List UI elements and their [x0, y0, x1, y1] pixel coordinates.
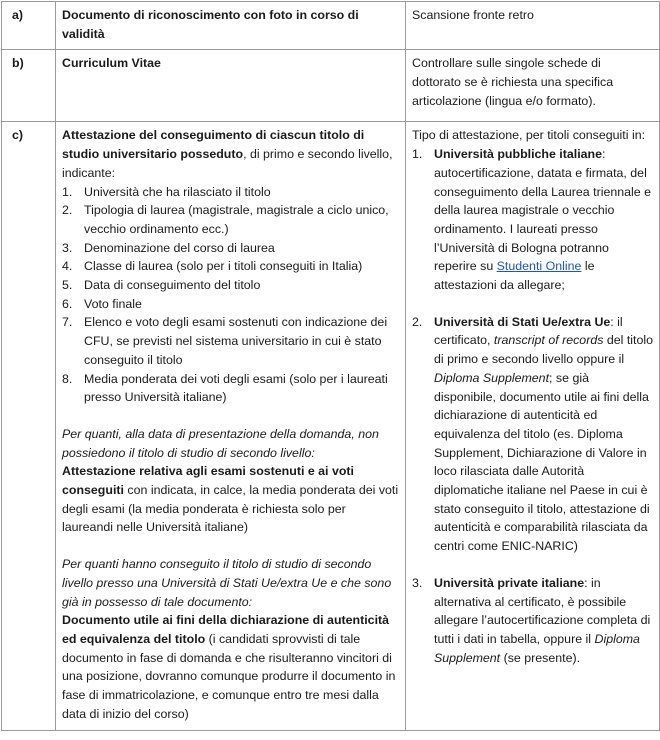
- list-item: [412, 313, 653, 556]
- list-item: [62, 370, 399, 407]
- list-item-text: Tipologia di laurea (magistrale, magistrale a ciclo unico, vecchio ordinamento ecc.): [84, 203, 389, 236]
- list-item: [62, 201, 399, 238]
- list-item: [62, 257, 399, 276]
- list-item-title: Università di Stati Ue/extra Ue: [434, 314, 611, 329]
- list-item-text: del titolo di primo e secondo livello oppure il: [434, 333, 654, 367]
- row-content: [56, 122, 406, 730]
- foreign-requirement-text: (i candidati sprovvisti di tale documento in fase di domanda e che risulteranno vincitori di una posizione, dovranno comunque produrre il documento in fase di immatricolazione, e comunque entro tre mesi dalla data di inizio del corso): [62, 631, 396, 721]
- attestation-type-list: [412, 145, 653, 667]
- studenti-online-link[interactable]: Studenti Online: [496, 259, 582, 274]
- list-item-number: 6.: [62, 296, 73, 311]
- attestation-title-rest: , di primo e secondo livello, indicante:: [62, 147, 393, 180]
- row-note: Scansione fronte retro: [406, 2, 660, 50]
- undergraduate-condition: Per quanti, alla data di presentazione della domanda, non possiedono il titolo di studio di secondo livello:: [62, 426, 379, 460]
- list-item-title: Università pubbliche italiane: [434, 147, 603, 162]
- list-item-number: 8.: [62, 371, 73, 386]
- list-item-text: Media ponderata dei voti degli esami (solo per i laureati presso Università italiane): [84, 371, 388, 405]
- row-label: c): [2, 122, 56, 730]
- attestation-title: Attestazione del conseguimento di ciascun titolo di studio universitario posseduto: [62, 128, 365, 162]
- requirements-list: [62, 183, 399, 407]
- list-item-text: Denominazione del corso di laurea: [84, 240, 275, 255]
- list-item: [62, 276, 399, 295]
- list-item-italic: Diploma Supplement: [434, 631, 640, 665]
- table-row: [2, 2, 660, 50]
- foreign-condition: Per quanti hanno conseguito il titolo di studio di secondo livello presso una Università di Stati Ue/extra Ue e che sono già in possesso di tale documento:: [62, 557, 392, 609]
- row-note: [406, 122, 660, 730]
- list-item: [62, 313, 399, 369]
- list-item-title: Università private italiane: [434, 575, 585, 590]
- list-item-text: ; se già disponibile, documento utile ai fini della dichiarazione di autenticità ed equivalenza del titolo (es. Diploma Supplement, Dichiarazione di Valore in loco rilasciata dalle Autorità diplomatiche italiane nel Paese in cui è stato conseguito il titolo, attestazione di autenticità e comparabilità rilasciata da centri come ENIC-NARIC): [434, 370, 650, 554]
- row-note: Controllare sulle singole schede di dottorato se è richiesta una specifica articolazione (lingua e/o formato).: [406, 50, 660, 122]
- list-item-text: Università che ha rilasciato il titolo: [84, 184, 271, 199]
- undergraduate-requirement-title: Attestazione relativa agli esami sostenuti e ai voti conseguiti: [62, 464, 354, 498]
- list-item-number: 3.: [412, 575, 423, 590]
- foreign-requirement-title: Documento utile ai fini della dichiarazione di autenticità ed equivalenza del titolo: [62, 613, 390, 646]
- list-item: [412, 145, 653, 295]
- list-item-italic: Diploma Supplement: [434, 370, 550, 385]
- list-item: [62, 295, 399, 314]
- list-item-number: 2.: [62, 203, 73, 218]
- list-item: [412, 574, 653, 668]
- table-row: [2, 50, 660, 122]
- list-item: [62, 183, 399, 202]
- list-item-text: : in alternativa al certificato, è possibile allegare l’autocertificazione completa di tutti i dati in tabella, oppure il: [434, 575, 651, 646]
- attestation-intro: [62, 126, 399, 182]
- list-item: [62, 239, 399, 258]
- list-item-number: 1.: [62, 184, 73, 199]
- documents-table: [1, 1, 660, 731]
- list-item-text: Voto finale: [84, 296, 142, 311]
- list-item-number: 2.: [412, 314, 423, 329]
- row-title: Documento di riconoscimento con foto in corso di validità: [56, 2, 406, 50]
- list-item-number: 7.: [62, 315, 73, 330]
- list-item-italic: transcript of records: [493, 333, 604, 348]
- list-item-text: Elenco e voto degli esami sostenuti con indicazione dei CFU, se previsti nel sistema universitario in cui è stato conseguito il titolo: [84, 315, 388, 367]
- list-item-text: : autocertificazione, datata e firmata, del conseguimento della Laurea triennale e della laurea magistrale o vecchio ordinamento. I laureati presso l’Università di Bologna potranno reperire su: [434, 147, 651, 274]
- foreign-requirement: [62, 611, 399, 723]
- row-title: Curriculum Vitae: [56, 50, 406, 122]
- list-item-number: 5.: [62, 278, 73, 293]
- list-item-text: Classe di laurea (solo per i titoli conseguiti in Italia): [84, 259, 363, 274]
- row-label: b): [2, 50, 56, 122]
- list-item-text: : il certificato,: [434, 314, 623, 348]
- undergraduate-requirement-text: con indicata, in calce, la media ponderata dei voti degli esami (la media ponderata è richiesta solo per laureandi nelle Università italiane): [62, 483, 399, 535]
- table-row: [2, 122, 660, 730]
- list-item-number: 1.: [412, 147, 423, 162]
- list-item-number: 4.: [62, 259, 73, 274]
- list-item-text: le attestazioni da allegare;: [434, 259, 595, 293]
- list-item-text: (se presente).: [500, 650, 581, 665]
- row-label: a): [2, 2, 56, 50]
- undergraduate-requirement: [62, 462, 399, 537]
- list-item-number: 3.: [62, 240, 73, 255]
- list-item-text: Data di conseguimento del titolo: [84, 278, 261, 293]
- attestation-type-intro: Tipo di attestazione, per titoli conseguiti in:: [412, 128, 646, 143]
